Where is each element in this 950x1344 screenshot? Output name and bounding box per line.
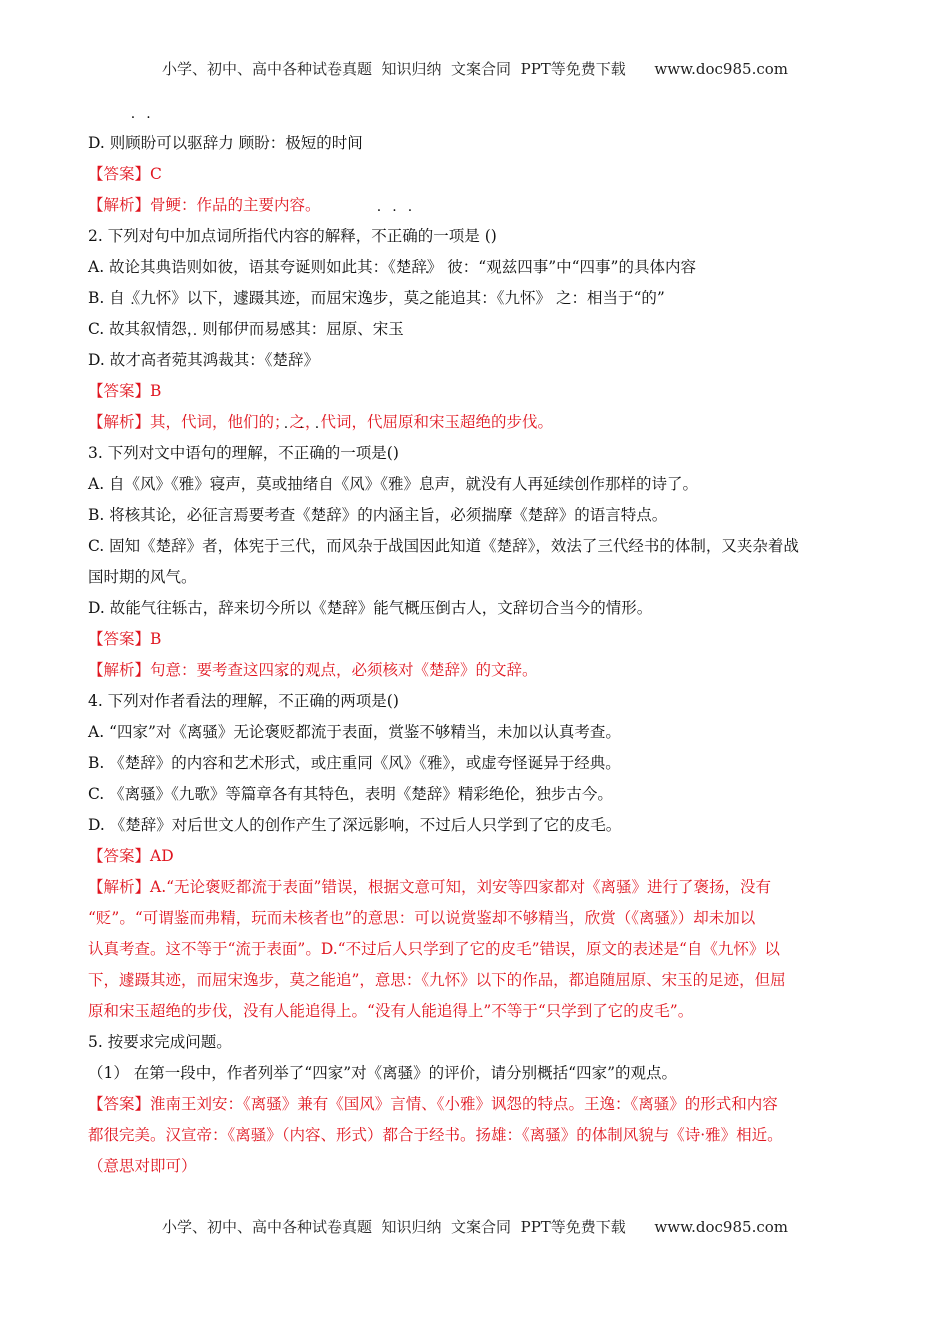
q3-option-d: D. 故能气往轹古，辞来切今所以《楚辞》能气概压倒古人，文辞切合当今的情形。 [88, 599, 653, 617]
emphasis-char: 彼 [217, 258, 234, 276]
q1-analysis: 【解析】骨鲠：作品的主要内容。 [88, 196, 321, 214]
q4-analysis-line: 认真考查。这不等于“流于表面”。D.“不过后人只学到了它的皮毛”错误，原文的表述是“自《九怀》以 [88, 940, 780, 958]
q2-option-a: A. 故论其典诰则如彼，语其夸诞则如此其：《楚辞》 彼：“观兹四事”中“四事”的具体内容 [88, 252, 866, 283]
q3-option-c: C. 固知《楚辞》者，体宪于三代，而风杂于战国因此知道《楚辞》，效法了三代经书的体制，又夹杂着战 [88, 537, 799, 555]
q5-sub1: （1） 在第一段中，作者列举了“四家”对《离骚》的评价，请分别概括“四家”的观点。 [88, 1064, 677, 1082]
q4-analysis-line: 【解析】A.“无论褒贬都流于表面”错误，根据文意可知，刘安等四家都对《离骚》进行了褒扬，没有 [88, 878, 771, 896]
q3-answer: 【答案】B [88, 630, 162, 648]
q4-answer: 【答案】AD [88, 847, 174, 865]
q5-stem: 5. 按要求完成问题。 [88, 1033, 232, 1051]
emphasis-char: 其 [140, 258, 156, 276]
q4-option-d: D. 《楚辞》对后世文人的创作产生了深远影响，不过后人只学到了它的皮毛。 [88, 816, 622, 834]
emphasis-char: 确 [309, 444, 325, 462]
emphasis-char: 不 [278, 692, 294, 710]
emphasis-char: 之 [419, 289, 435, 307]
q5-answer-line: （意思对即可） [88, 1157, 197, 1175]
emphasis-char: 其 [264, 289, 280, 307]
page-header: 小学、初中、高中各种试卷真题 知识归纳 文案合同 PPT等免费下载 www.doc985.com [161, 60, 788, 78]
q4-option-b: B. 《楚辞》的内容和艺术形式，或庄重同《风》《雅》，或虚夸怪诞异于经典。 [88, 754, 621, 772]
emphasis-char: 其 [124, 320, 141, 338]
q4-option-a: A. “四家”对《离骚》无论褒贬都流于表面，赏鉴不够精当，未加以认真考查。 [88, 723, 621, 741]
q3-option-a: A. 自《风》《雅》寝声，莫或抽绪自《风》《雅》息声，就没有人再延续创作那样的诗了。 [88, 475, 699, 493]
q1-answer: 【答案】C [88, 165, 162, 183]
q3-option-b: B. 将核其论，必征言焉要考查《楚辞》的内涵主旨，必须揣摩《楚辞》的语言特点。 [88, 506, 668, 524]
emphasis-char: 盼 [140, 134, 157, 152]
q4-analysis-line: 下，遽蹑其迹，而屈宋逸步，莫之能追”，意思：《九怀》以下的作品，都追随屈原、宋玉的足迹，但屈 [88, 971, 786, 989]
q4-analysis-line: “贬”。“可谓鉴而弗精，玩而未核者也”的意思：可以说赏鉴却不够精当，欣赏（《离骚》）却未加以 [88, 909, 756, 927]
emphasis-char: 顾 [125, 134, 141, 152]
q2-option-c: C. 故其叙情怨，则郁伊而易感其：屈原、宋玉 [88, 314, 866, 345]
emphasis-char: 确 [402, 227, 418, 245]
document-body [88, 128, 866, 1182]
q4-option-c: C. 《离骚》《九歌》等篇章各有其特色，表明《楚辞》精彩绝伦，独步古今。 [88, 785, 613, 803]
q5-answer-line: 【答案】淮南王刘安：《离骚》兼有《国风》言情、《小雅》讽怨的特点。王逸：《离骚》的形式和内容 [88, 1095, 778, 1113]
emphasis-char: 其 [187, 351, 203, 369]
q4-analysis-line: 原和宋玉超绝的步伐，没有人能追得上。“没有人能追得上”不等于“只学到了它的皮毛”。 [88, 1002, 694, 1020]
emphasis-char: 正 [293, 444, 310, 462]
q2-option-b: B. 自《九怀》以下，遽蹑其迹，而屈宋逸步，莫之能追其：《九怀》 之：相当于“的” [88, 283, 866, 314]
emphasis-char: 不 [371, 227, 387, 245]
q2-answer: 【答案】B [88, 382, 162, 400]
emphasis-char: 确 [309, 692, 325, 710]
q2-analysis: 【解析】其，代词，他们的；之，代词，代屈原和宋玉超绝的步伐。 [88, 413, 554, 431]
q3-option-c-cont: 国时期的风气。 [88, 568, 197, 586]
q3-analysis: 【解析】句意：要考查这四家的观点，必须核对《楚辞》的文辞。 [88, 661, 538, 679]
q5-answer-line: 都很完美。汉宣帝：《离骚》（内容、形式）都合于经书。扬雄：《离骚》的体制风貌与《诗·雅》相近。 [88, 1126, 783, 1144]
emphasis-char: 不 [278, 444, 294, 462]
q3-stem: 3. 下列对文中语句的理解，不正确的一项是() [88, 438, 866, 469]
page-footer: 小学、初中、高中各种试卷真题 知识归纳 文案合同 PPT等免费下载 www.doc985.com [161, 1218, 788, 1236]
q2-stem: 2. 下列对句中加点词所指代内容的解释，不正确的一项是 () [88, 221, 866, 252]
emphasis-char: 正 [293, 692, 310, 710]
q2-option-d: D. 故才高者菀其鸿裁其：《楚辞》 [88, 345, 866, 376]
q4-stem: 4. 下列对作者看法的理解，不正确的两项是() [88, 686, 866, 717]
emphasis-char: 正 [386, 227, 403, 245]
q1-option-d: D. 则顾盼可以驱辞力 顾盼：极短的时间 [88, 128, 866, 159]
